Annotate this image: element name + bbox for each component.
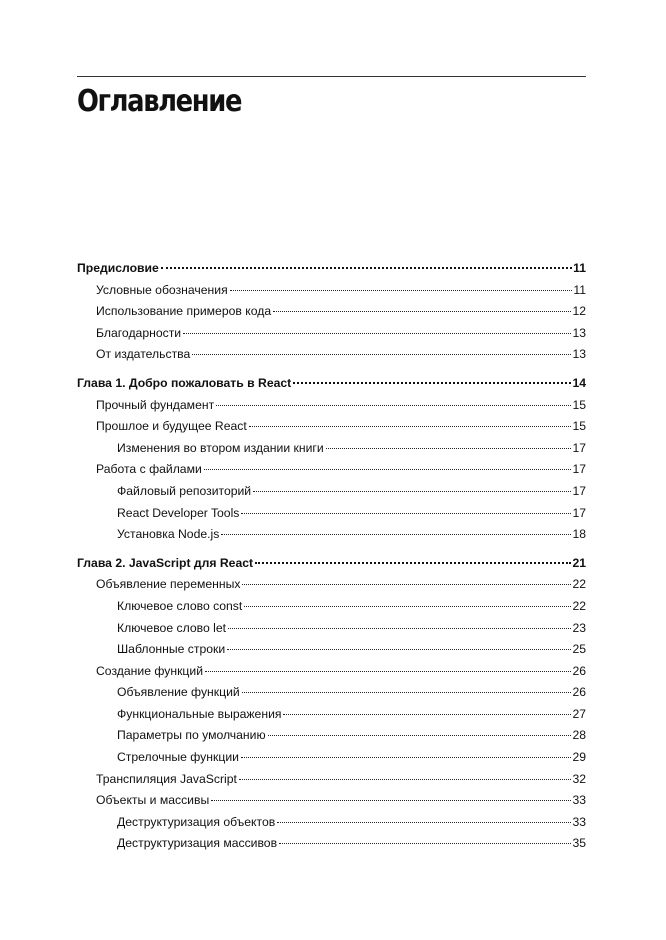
toc-entry-page-number: 27	[572, 706, 586, 721]
toc-entry[interactable]	[77, 574, 586, 596]
toc-entry-title: Глава 1. Добро пожаловать в React	[77, 375, 292, 390]
toc-entry-page-number: 15	[572, 397, 586, 412]
toc-entry-page-number: 13	[572, 347, 586, 362]
dot-leader	[326, 448, 572, 449]
toc-chapter-entry[interactable]	[77, 553, 586, 575]
toc-entry[interactable]	[77, 682, 586, 704]
toc-entry[interactable]	[77, 704, 586, 726]
top-rule	[77, 76, 586, 77]
toc-entry-page-number: 17	[572, 505, 586, 520]
dot-leader	[205, 671, 571, 672]
toc-entry-page-number: 17	[572, 462, 586, 477]
page-title: Оглавление	[77, 84, 242, 119]
dot-leader	[241, 757, 571, 758]
dot-leader	[216, 405, 571, 406]
toc-entry-title: Создание функций	[96, 663, 203, 678]
toc-entry-page-number: 25	[572, 642, 586, 657]
toc-entry-page-number: 35	[572, 836, 586, 851]
toc-entry[interactable]	[77, 524, 586, 546]
dot-leader	[273, 311, 571, 312]
toc-entry-title: Предисловие	[77, 261, 159, 275]
toc-entry-page-number: 13	[572, 325, 586, 340]
toc-entry[interactable]	[77, 639, 586, 661]
dot-leader	[242, 692, 572, 693]
toc-entry[interactable]	[77, 769, 586, 791]
dot-leader	[283, 714, 571, 715]
toc-entry-title: Функциональные выражения	[117, 706, 282, 721]
toc-entry-page-number: 33	[572, 814, 586, 829]
toc-entry-title: Глава 2. JavaScript для React	[77, 555, 254, 570]
toc-entry-title: Объявление функций	[117, 685, 240, 700]
toc-entry-page-number: 11	[573, 282, 586, 297]
dot-leader	[227, 649, 571, 650]
toc-entry[interactable]	[77, 301, 586, 323]
toc-entry-title: Использование примеров кода	[96, 304, 272, 319]
toc-entry-title: Условные обозначения	[96, 282, 228, 297]
toc-entry-title: Транспиляция JavaScript	[96, 771, 237, 786]
toc-entry[interactable]	[77, 833, 586, 855]
toc-entry-title: Ключевое слово const	[117, 598, 243, 613]
toc-entry-page-number: 32	[572, 771, 586, 786]
dot-leader	[255, 562, 571, 564]
toc-entry[interactable]	[77, 280, 586, 302]
dot-leader	[241, 513, 571, 514]
toc-entry-title: Файловый репозиторий	[117, 483, 252, 498]
toc-entry[interactable]	[77, 395, 586, 417]
dot-leader	[228, 628, 571, 629]
toc-entry[interactable]	[77, 438, 586, 460]
dot-leader	[244, 606, 571, 607]
toc-entry[interactable]	[77, 725, 586, 747]
toc-entry[interactable]	[77, 459, 586, 481]
toc-entry-title: Изменения во втором издании книги	[117, 440, 324, 455]
toc-entry-page-number: 17	[572, 483, 586, 498]
toc-entry-title: Деструктуризация массивов	[117, 836, 278, 851]
dot-leader	[183, 333, 571, 334]
toc-chapter-entry[interactable]	[77, 258, 586, 280]
toc-entry[interactable]	[77, 790, 586, 812]
toc-entry[interactable]	[77, 747, 586, 769]
dot-leader	[279, 843, 571, 844]
toc-entry-page-number: 11	[573, 261, 586, 275]
toc-entry-title: Работа с файлами	[96, 462, 202, 477]
toc-entry-page-number: 12	[572, 304, 586, 319]
dot-leader	[242, 584, 571, 585]
toc-entry-title: Установка Node.js	[117, 527, 220, 542]
dot-leader	[277, 822, 571, 823]
toc-entry-page-number: 26	[572, 685, 586, 700]
toc-entry[interactable]	[77, 503, 586, 525]
toc-entry-page-number: 18	[572, 527, 586, 542]
toc-entry-title: Прошлое и будущее React	[96, 419, 247, 434]
table-of-contents	[77, 258, 586, 855]
toc-entry[interactable]	[77, 596, 586, 618]
toc-entry[interactable]	[77, 344, 586, 366]
toc-entry-title: React Developer Tools	[117, 505, 240, 520]
toc-entry-title: Прочный фундамент	[96, 397, 215, 412]
toc-entry-page-number: 22	[572, 577, 586, 592]
dot-leader	[211, 800, 571, 801]
dot-leader	[161, 267, 572, 269]
dot-leader	[204, 469, 572, 470]
toc-entry[interactable]	[77, 661, 586, 683]
toc-entry-title: Ключевое слово let	[117, 620, 226, 635]
toc-entry-page-number: 14	[572, 375, 586, 390]
toc-entry-page-number: 22	[572, 598, 586, 613]
toc-entry-page-number: 21	[572, 555, 586, 570]
dot-leader	[253, 491, 571, 492]
toc-entry-page-number: 26	[572, 663, 586, 678]
toc-entry-page-number: 33	[572, 793, 586, 808]
dot-leader	[249, 426, 572, 427]
toc-entry-title: Деструктуризация объектов	[117, 814, 276, 829]
toc-entry-page-number: 29	[572, 750, 586, 765]
toc-entry-page-number: 28	[572, 728, 586, 743]
toc-entry-page-number: 15	[572, 419, 586, 434]
dot-leader	[221, 534, 571, 535]
dot-leader	[192, 354, 571, 355]
toc-entry-title: Стрелочные функции	[117, 750, 239, 765]
toc-entry-title: Шаблонные строки	[117, 642, 226, 657]
dot-leader	[268, 735, 572, 736]
dot-leader	[239, 779, 572, 780]
toc-entry-page-number: 23	[572, 620, 586, 635]
toc-entry[interactable]	[77, 481, 586, 503]
toc-entry[interactable]	[77, 812, 586, 834]
toc-entry[interactable]	[77, 618, 586, 640]
toc-entry-title: От издательства	[96, 347, 191, 362]
dot-leader	[293, 382, 571, 384]
toc-entry[interactable]	[77, 416, 586, 438]
toc-entry[interactable]	[77, 323, 586, 345]
toc-entry-page-number: 17	[572, 440, 586, 455]
toc-chapter-entry[interactable]	[77, 373, 586, 395]
dot-leader	[230, 290, 573, 291]
toc-entry-title: Объекты и массивы	[96, 793, 210, 808]
toc-entry-title: Благодарности	[96, 325, 182, 340]
toc-entry-title: Параметры по умолчанию	[117, 728, 266, 743]
toc-entry-title: Объявление переменных	[96, 577, 241, 592]
